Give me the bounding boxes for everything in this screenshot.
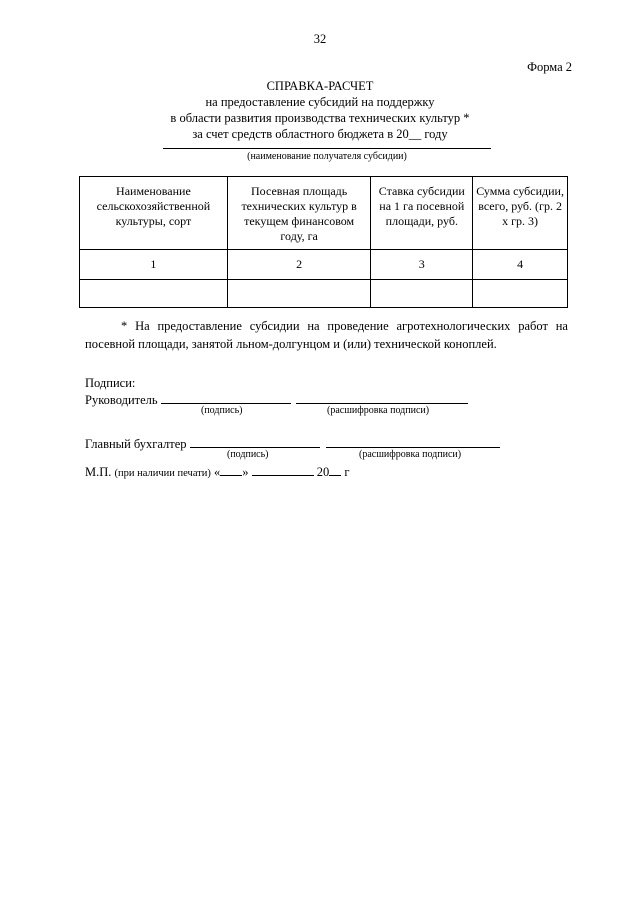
accountant-caption-signature: (подпись) [227,449,269,460]
title-line-2: на предоставление субсидий на поддержку [205,95,435,109]
table-column-number-row [80,250,568,280]
table-cell [80,280,228,308]
head-caption-signature: (подпись) [201,405,243,416]
recipient-name-line [163,148,491,149]
document-title [0,78,640,142]
head-signature-line [161,390,291,404]
header-subsidy-rate: Ставка субсидии на 1 га посевной площади, руб. [371,177,473,250]
accountant-label: Главный бухгалтер [85,437,187,451]
header-sown-area: Посевная площадь технических культур в текущем финансовом году, га [227,177,371,250]
accountant-signature-line [190,434,320,448]
stamp-label: М.П. [85,465,112,479]
table-cell [371,280,473,308]
footnote: * На предоставление субсидии на проведение агротехнологических работ на посевной площади, занятой льном-долгунцом и (или) технической коноплей. [85,319,568,351]
signatures-heading: Подписи: [85,376,136,390]
accountant-caption-decoding: (расшифровка подписи) [359,449,462,460]
recipient-caption: (наименование получателя субсидии) [247,151,407,162]
head-caption-decoding: (расшифровка подписи) [327,405,430,416]
date-open-quote: « [214,465,221,479]
header-subsidy-sum: Сумма субсидии, всего, руб. (гр. 2 х гр. 3) [473,177,568,250]
header-crop-name: Наименование сельскохозяйственной культуры, сорт [80,177,228,250]
date-month-line [252,462,314,476]
head-label: Руководитель [85,393,158,407]
table-cell [227,280,371,308]
date-close-quote: » [242,465,249,479]
title-line-3: в области развития производства технических культур * [170,111,470,125]
stamp-date-row [85,462,350,480]
date-year-prefix: 20 [316,465,330,479]
column-number: 3 [371,250,473,280]
accountant-decoding-line [326,434,500,448]
column-number: 4 [473,250,568,280]
title-line-1: СПРАВКА-РАСЧЕТ [266,79,374,93]
column-number: 2 [227,250,371,280]
page-number: 32 [313,32,327,46]
title-line-4: за счет средств областного бюджета в 20__ году [192,127,448,141]
table-row [80,280,568,308]
head-decoding-line [296,390,468,404]
subsidy-calculation-table [79,176,568,308]
date-year-line [329,462,341,476]
date-day-line [220,462,242,476]
column-number: 1 [80,250,228,280]
date-year-suffix: г [344,465,350,479]
table-cell [473,280,568,308]
table-header-row [80,177,568,250]
stamp-note: (при наличии печати) [114,468,211,479]
form-label: Форма 2 [527,60,572,74]
